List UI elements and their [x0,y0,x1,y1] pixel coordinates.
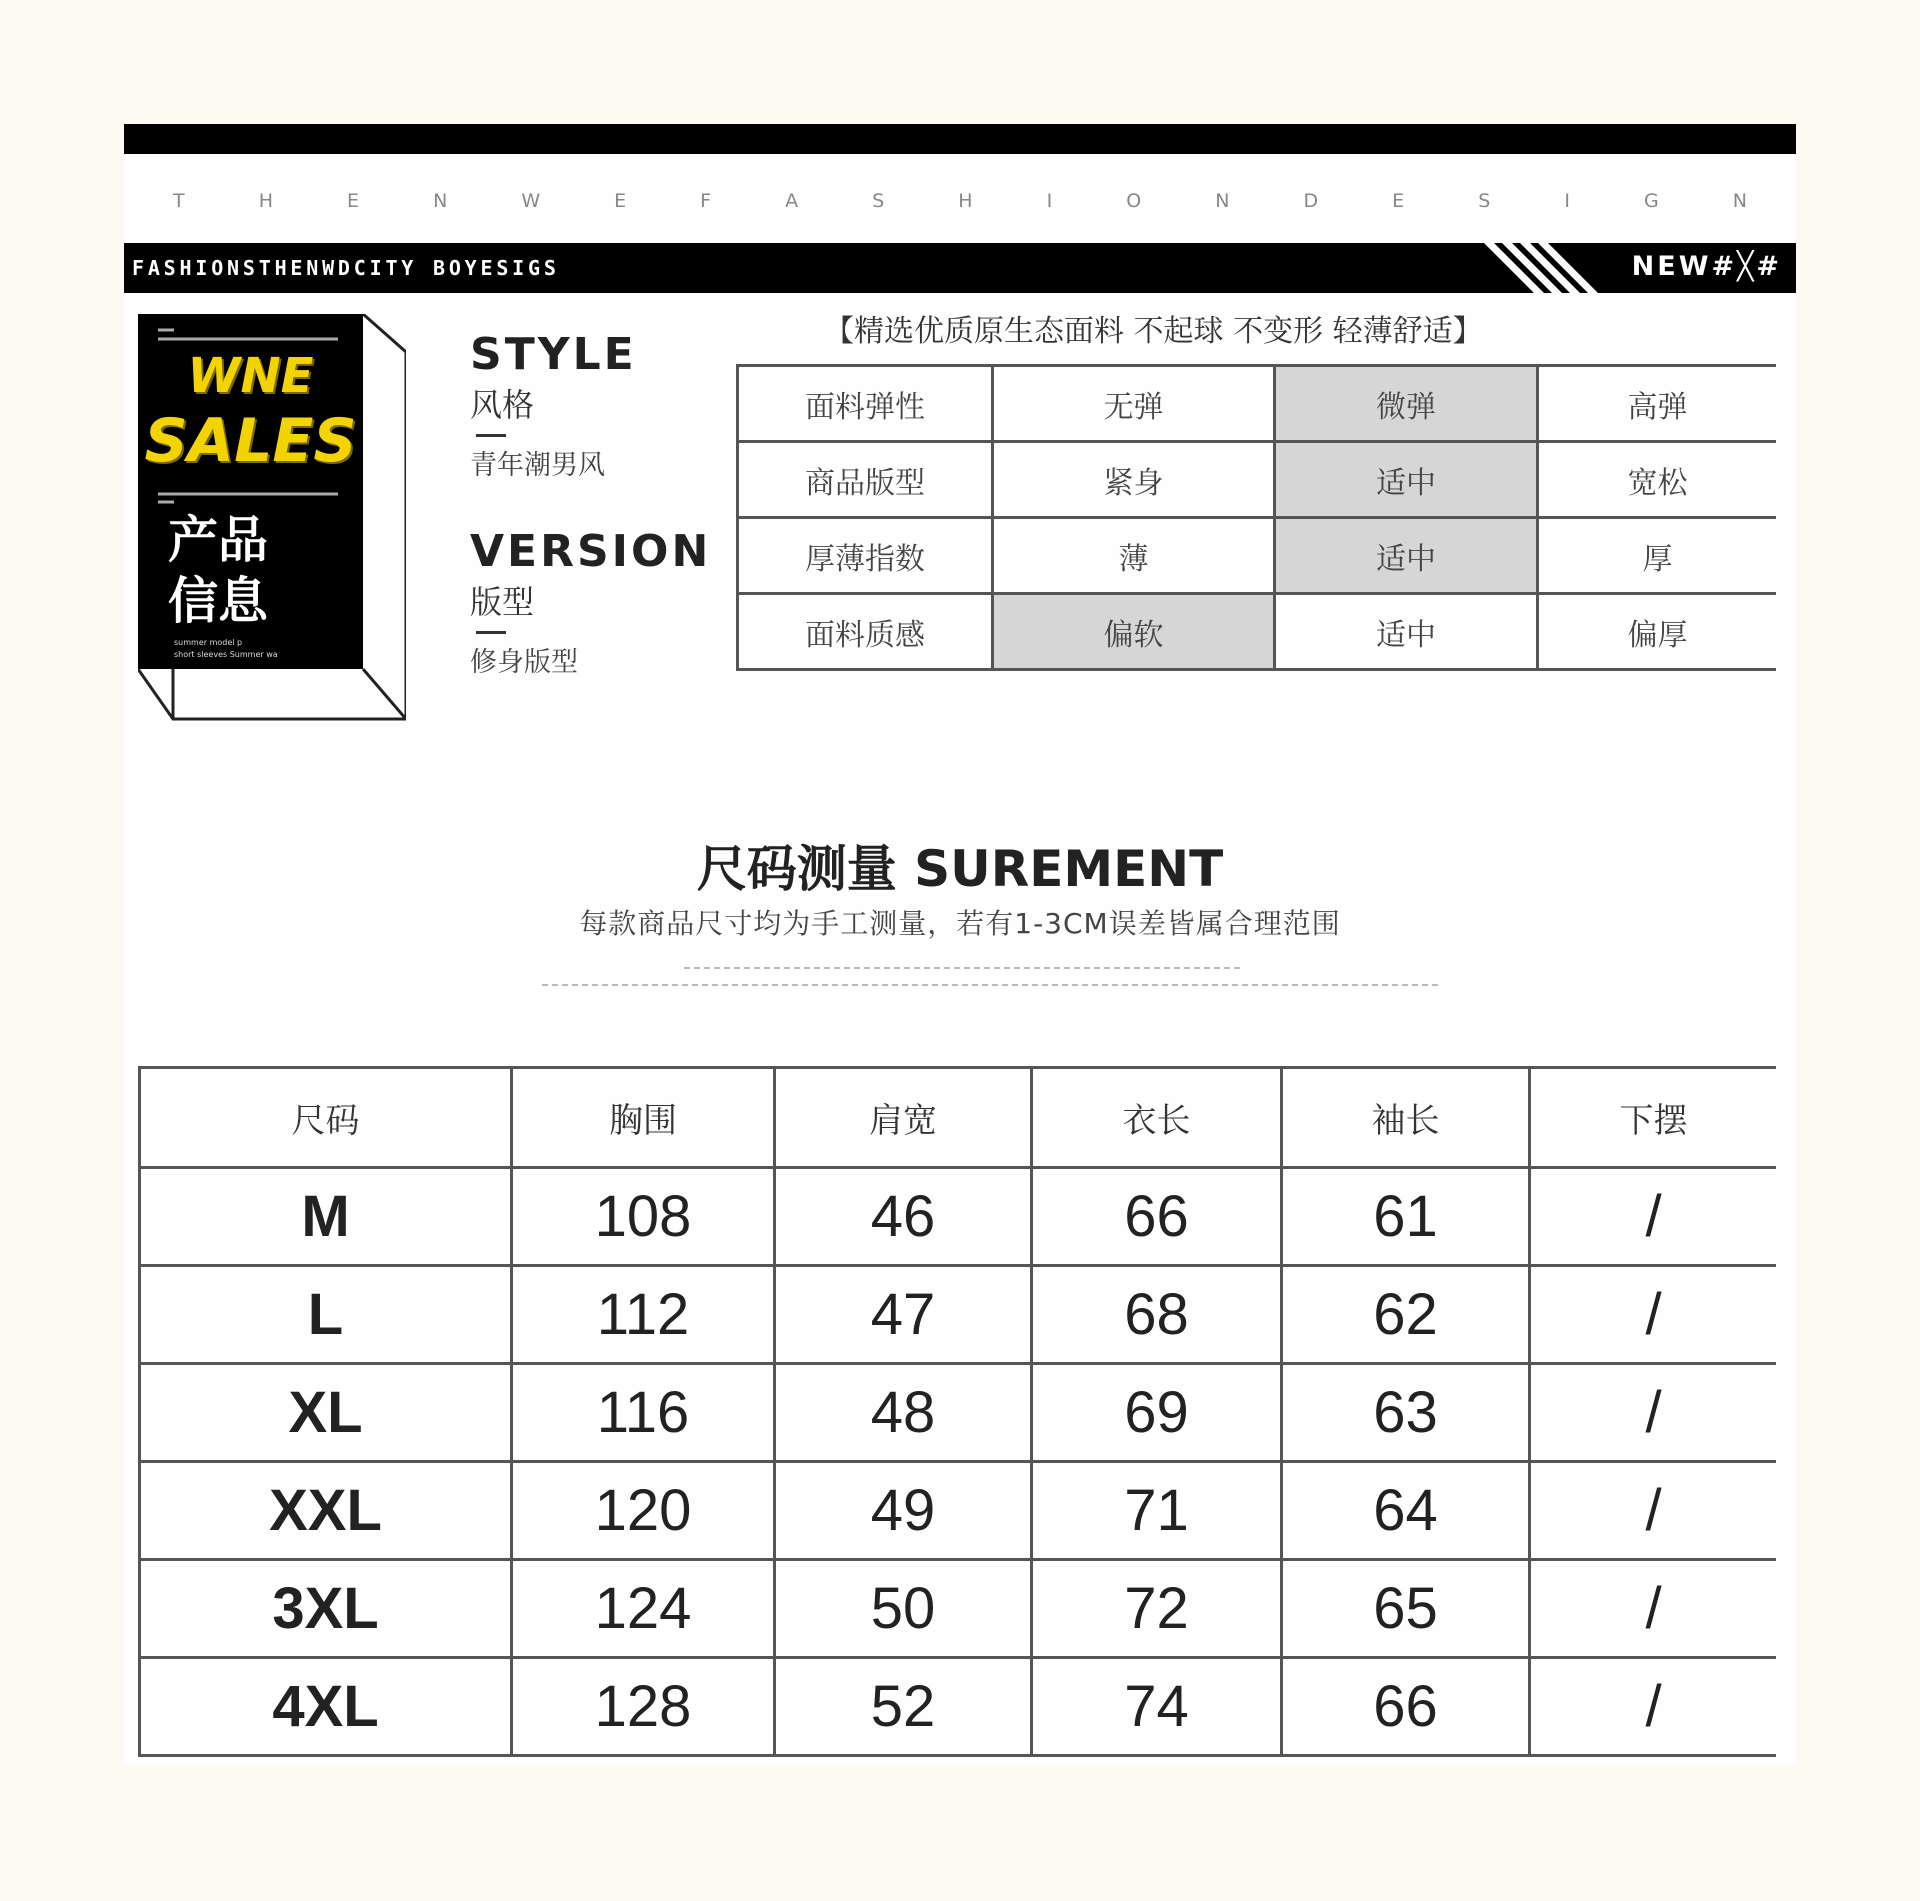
measurement-cell: / [1530,1168,1777,1266]
info-small-line-2: short sleeves Summer wa [174,650,278,659]
measurement-cell: 62 [1282,1266,1530,1364]
column-header: 肩宽 [775,1068,1032,1168]
fabric-option-selected: 偏软 [993,594,1275,670]
measurement-cell: 108 [512,1168,775,1266]
style-title-en: STYLE [470,329,637,380]
info-label-line-2: 信息 [168,572,268,630]
fabric-option: 紧身 [993,442,1275,518]
measurement-cell: 46 [775,1168,1032,1266]
size-label-cell: 4XL [140,1658,512,1756]
size-label-cell: 3XL [140,1560,512,1658]
fabric-option: 薄 [993,518,1275,594]
version-value: 修身版型 [470,647,578,678]
size-chart-card [124,124,1796,1765]
measurement-cell: 47 [775,1266,1032,1364]
version-divider [476,631,506,634]
measurement-cell: 128 [512,1658,775,1756]
measurement-cell: 50 [775,1560,1032,1658]
fabric-option-selected: 适中 [1275,442,1538,518]
top-black-bar [124,124,1796,154]
size-table [138,1066,1776,1757]
banner-bar [124,243,1796,293]
size-table-row [140,1658,1777,1756]
size-table-row [140,1364,1777,1462]
version-title-en: VERSION [470,526,712,577]
size-table-header [140,1068,1777,1168]
measurement-cell: 68 [1032,1266,1282,1364]
measurement-cell: 124 [512,1560,775,1658]
column-header: 胸围 [512,1068,775,1168]
measurement-cell: 72 [1032,1560,1282,1658]
measurement-cell: 63 [1282,1364,1530,1462]
brand-tagline: T H E N W E F A S H I O N D E S I G N [173,190,1781,212]
banner-right-text: NEW#╳# [1631,251,1782,282]
measurement-cell: 66 [1032,1168,1282,1266]
measurement-cell: 64 [1282,1462,1530,1560]
measurement-cell: / [1530,1266,1777,1364]
banner-left-text: FASHIONSTHENWDCITY BOYESIGS [132,256,560,280]
measurement-cell: / [1530,1364,1777,1462]
fabric-option-selected: 适中 [1275,518,1538,594]
info-small-line-1: summer model p [174,638,243,647]
fabric-caption: 【精选优质原生态面料 不起球 不变形 轻薄舒适】 [824,314,1483,349]
decorative-dots [542,984,1442,986]
measurement-cell: 66 [1282,1658,1530,1756]
measurement-cell: 52 [775,1658,1032,1756]
size-label-cell: M [140,1168,512,1266]
product-info-box [138,314,406,724]
measurement-cell: 61 [1282,1168,1530,1266]
fabric-row [738,442,1777,518]
size-table-row [140,1266,1777,1364]
measurement-cell: / [1530,1462,1777,1560]
measurement-subtitle: 每款商品尺寸均为手工测量，若有1-3CM误差皆属合理范围 [579,907,1341,940]
column-header: 下摆 [1530,1068,1777,1168]
measurement-cell: 49 [775,1462,1032,1560]
measurement-cell: 112 [512,1266,775,1364]
style-block [470,329,637,482]
measurement-cell: 116 [512,1364,775,1462]
column-header: 衣长 [1032,1068,1282,1168]
size-label-cell: L [140,1266,512,1364]
fabric-row [738,594,1777,670]
size-label-cell: XL [140,1364,512,1462]
column-header: 尺码 [140,1068,512,1168]
size-table-row [140,1560,1777,1658]
version-block [470,526,711,679]
logo-line-1: WNE [187,348,314,404]
fabric-option: 适中 [1275,594,1538,670]
measurement-cell: / [1530,1560,1777,1658]
size-table-row [140,1462,1777,1560]
fabric-table [736,364,1776,671]
column-header: 袖长 [1282,1068,1530,1168]
decorative-dots [684,967,1244,969]
fabric-row [738,366,1777,442]
fabric-option: 无弹 [993,366,1275,442]
measurement-title: 尺码测量 SUREMENT [696,840,1224,898]
measurement-cell: 71 [1032,1462,1282,1560]
measurement-cell: 65 [1282,1560,1530,1658]
info-label-line-1: 产品 [168,511,268,569]
logo-line-2: SALES [144,406,357,476]
fabric-option: 宽松 [1538,442,1777,518]
diagonal-stripes-icon [1464,243,1624,293]
fabric-option: 偏厚 [1538,594,1777,670]
measurement-cell: 69 [1032,1364,1282,1462]
measurement-cell: 48 [775,1364,1032,1462]
style-value: 青年潮男风 [470,450,605,481]
size-label-cell: XXL [140,1462,512,1560]
fabric-option-selected: 微弹 [1275,366,1538,442]
fabric-row [738,518,1777,594]
fabric-row-label: 面料质感 [738,594,993,670]
measurement-cell: / [1530,1658,1777,1756]
style-divider [476,434,506,437]
fabric-option: 厚 [1538,518,1777,594]
size-table-row [140,1168,1777,1266]
fabric-row-label: 厚薄指数 [738,518,993,594]
fabric-row-label: 面料弹性 [738,366,993,442]
version-title-cn: 版型 [470,583,535,621]
fabric-option: 高弹 [1538,366,1777,442]
measurement-cell: 74 [1032,1658,1282,1756]
fabric-row-label: 商品版型 [738,442,993,518]
measurement-cell: 120 [512,1462,775,1560]
style-title-cn: 风格 [470,386,535,424]
